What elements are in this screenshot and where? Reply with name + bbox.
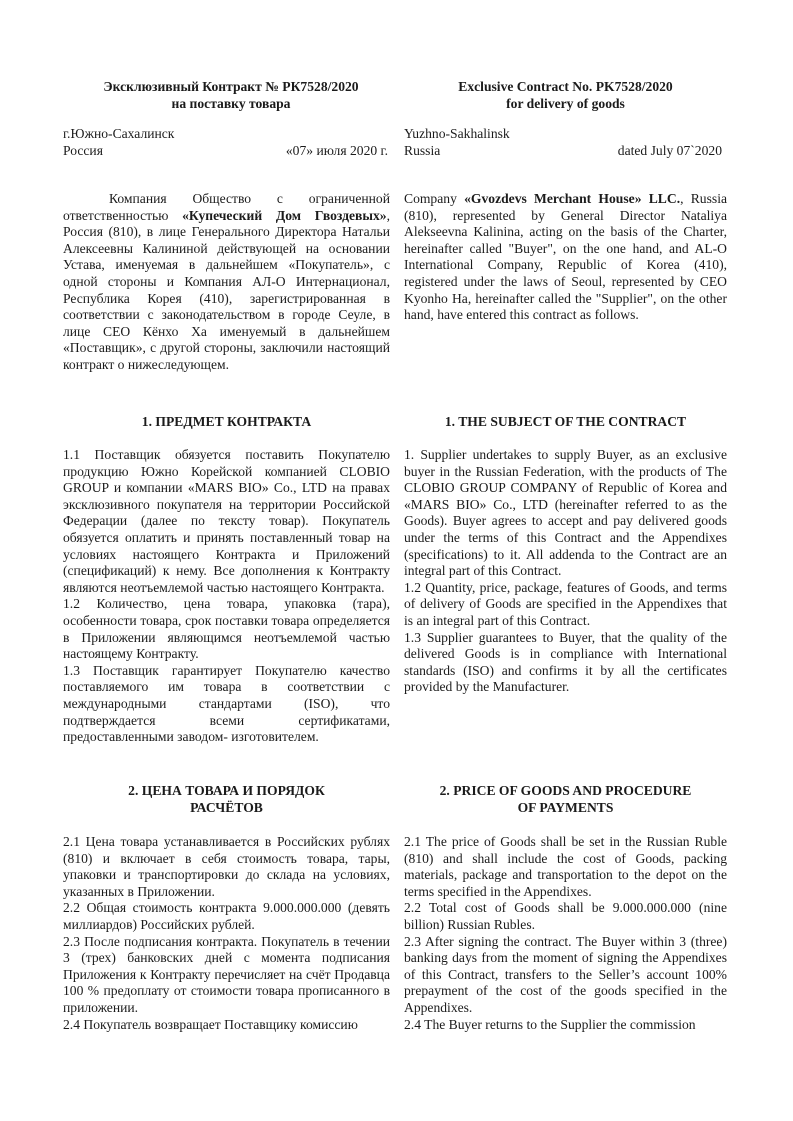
english-clause-2-3: 2.3 After signing the contract. The Buyer within 3 (three) banking days from the moment of signing the Appendixes of this Contract, transfers to the Seller’s account 100% prepayment of the cost of the goods specified in the Appendixes. (404, 933, 727, 1015)
english-section2-heading (404, 782, 727, 816)
english-clause-2-4: 2.4 The Buyer returns to the Supplier the commission (404, 1016, 696, 1032)
english-date: dated July 07`2020 (617, 142, 722, 158)
russian-country: Россия (63, 142, 103, 158)
english-country: Russia (404, 142, 441, 158)
russian-contract-title (61, 78, 401, 112)
english-section2-line1: 2. PRICE OF GOODS AND PROCEDURE (439, 783, 692, 798)
english-clause-2-1: 2.1 The price of Goods shall be set in the Russian Ruble (810) and shall include the cost of Goods, packing materials, package and transportation to the depot on the terms specified in the Appendixes. (404, 834, 727, 899)
russian-clause-2-1: 2.1 Цена товара устанавливается в Российских рублях (810) и включает в себя стоимость товара, тары, упаковки и транспортировки до склада на условиях, указанных в Приложении. (63, 834, 390, 899)
english-title-line2: for delivery of goods (506, 96, 625, 111)
russian-intro-paragraph (63, 191, 390, 374)
russian-section1-body (63, 447, 390, 746)
russian-intro-company: «Купеческий Дом Гвоздевых» (182, 207, 387, 223)
russian-section2-heading (63, 782, 390, 816)
english-section2-line2: OF PAYMENTS (517, 800, 614, 815)
russian-intro-rest: , Россия (810), в лице Генерального Директора Натальи Алексеевны Калининой действующей на основании Устава, именуемая в дальнейшем «Покупатель», с одной стороны и Компания АЛ-О Интернационал, Республика Корея (410), зарегистрированная в соответствии с законодательством в городе Сеуле, в лице СЕО Кёнхо Ха именуемый в дальнейшем «Поставщик», с другой стороны, заключили настоящий контракт о нижеследующем. (63, 207, 391, 372)
russian-title-line1: Эксклюзивный Контракт № РК7528/2020 (103, 79, 359, 94)
russian-section1-heading: 1. ПРЕДМЕТ КОНТРАКТА (141, 414, 312, 429)
russian-clause-1-3: 1.3 Поставщик гарантирует Покупателю качество поставляемого им товара в соответствии с международными стандартами (ISO), что подтверждается всеми сертификатами, предоставленными заводом- изготовителем. (63, 662, 390, 745)
russian-clause-1-1: 1.1 Поставщик обязуется поставить Покупателю продукцию Южно Корейской компанией CLOBIO GROUP и компании «MARS BIO» Co., LTD на правах эксклюзивного покупателя на территории Российской Федерации (далее по тексту товар). Покупатель обязуется оплатить и принять поставленный товар на условиях настоящего Контракта и Приложений (спецификаций) к нему. Все дополнения к Контракту являются неотъемлемой частью настоящего Контракта. (63, 447, 390, 595)
russian-clause-2-3: 2.3 После подписания контракта. Покупатель в течении 3 (трех) банковских дней с момента подписания Приложения к Контракту перечисляет на счёт Продавца 100 % предоплату от стоимости товара прописанного в приложении. (63, 933, 390, 1015)
russian-place-date (63, 126, 390, 159)
english-clause-2-2: 2.2 Total cost of Goods shall be 9.000.000.000 (nine billion) Russian Rubles. (404, 900, 727, 932)
english-clause-1-1: 1. Supplier undertakes to supply Buyer, as an exclusive buyer in the Russian Federation, with the products of The CLOBIO GROUP COMPANY of Republic of Korea and «MARS BIO» Co., LTD (hereinafter referred to as the Goods). Buyer agrees to accept and pay delivered goods under the terms of this Contract and the Appendixes (specifications) to it. All addenda to the Contract are an integral part of this Contract. (404, 447, 727, 579)
english-clause-1-3: 1.3 Supplier guarantees to Buyer, that the quality of the delivered Goods is in compliance with International standards (ISO) and confirms it by all the certificates provided by the Manufacturer. (404, 629, 727, 695)
english-title-line1: Exclusive Contract No. PK7528/2020 (458, 79, 673, 94)
english-clause-1-2: 1.2 Quantity, price, package, features of Goods, and terms of delivery of Goods are specified in the Appendixes that is an integral part of this Contract. (404, 579, 727, 628)
russian-clause-2-2: 2.2 Общая стоимость контракта 9.000.000.000 (девять миллиардов) Российских рублей. (63, 900, 390, 932)
russian-section2-line2: РАСЧЁТОВ (190, 800, 263, 815)
russian-clause-2-4: 2.4 Покупатель возвращает Поставщику комиссию (63, 1016, 358, 1032)
russian-section2-body (63, 834, 390, 1033)
english-intro-paragraph (404, 191, 727, 324)
english-city: Yuzhno-Sakhalinsk (404, 126, 510, 141)
russian-clause-1-2: 1.2 Количество, цена товара, упаковка (тара), особенности товара, срок поставки товара определяется в Приложении являющимся неотъемлемой частью настоящему Контракту. (63, 596, 390, 662)
english-contract-title (404, 78, 727, 112)
russian-date: «07» июля 2020 г. (285, 142, 388, 158)
english-intro-company: «Gvozdevs Merchant House» LLC. (464, 191, 681, 206)
english-intro-prefix: Company (404, 191, 465, 206)
russian-intro-prefix: Компания Общество с ограниченной ответственностью (63, 191, 390, 223)
english-section1-heading: 1. THE SUBJECT OF THE CONTRACT (444, 414, 687, 429)
english-place-date (404, 126, 722, 159)
russian-section2-line1: 2. ЦЕНА ТОВАРА И ПОРЯДОК (128, 783, 325, 798)
english-section1-body (404, 447, 727, 696)
english-intro-rest: , Russia (810), represented by General Director Nataliya Alekseevna Kalinina, acting on the basis of the Charter, hereinafter called "Buyer", on the one hand, and AL-O International Company, Republic of Korea (410), registered under the laws of Seoul, represented by CEO Kyonho Ha, hereinafter called the "Supplier", on the other hand, have entered this contract as follows. (404, 191, 727, 323)
russian-title-line2: на поставку товара (171, 96, 291, 111)
russian-city: г.Южно-Сахалинск (63, 126, 175, 141)
english-section2-body (404, 834, 727, 1033)
